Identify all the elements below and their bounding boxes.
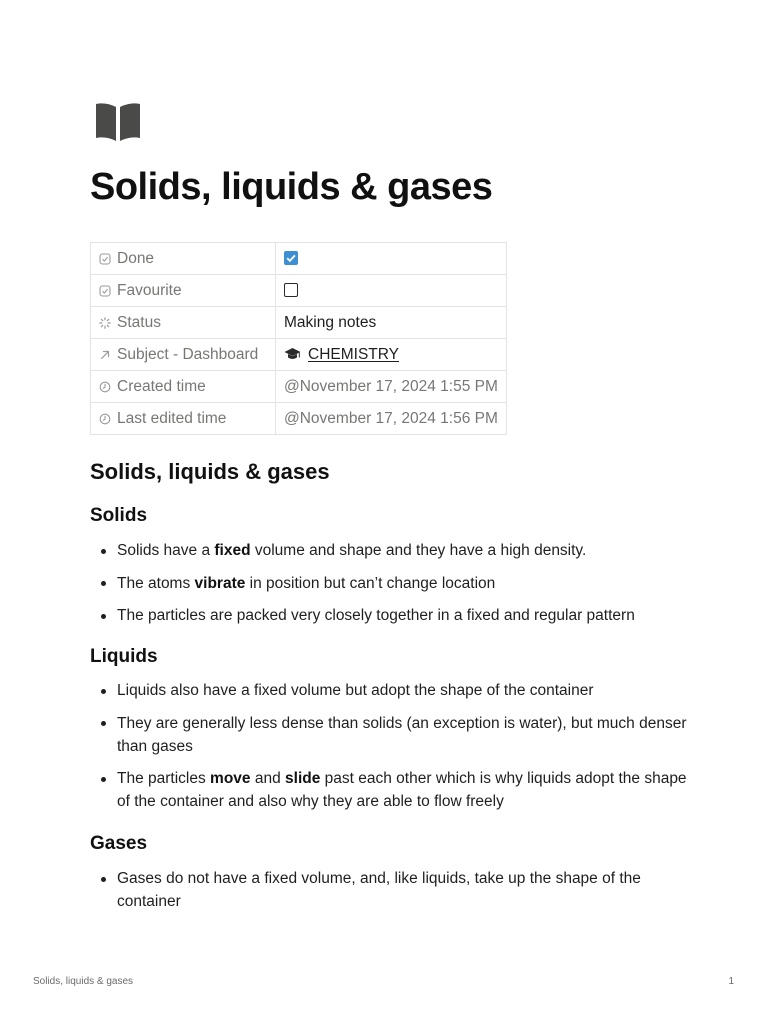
bold-text: vibrate [194, 574, 246, 592]
property-key-favourite [91, 275, 276, 307]
bold-text: move [210, 770, 251, 787]
bullet-text: Liquids also have a fixed volume but adopt the shape of the container [117, 682, 594, 699]
bullet-list-liquids [90, 679, 690, 823]
bullet-item [90, 572, 690, 595]
property-value-done [276, 243, 507, 275]
bullet-text: Gases do not have a fixed volume, and, like liquids, take up the shape of the container [117, 870, 641, 910]
property-value-favourite [276, 275, 507, 307]
bullet-text: The particles [117, 770, 211, 787]
properties-table [90, 242, 507, 435]
bullet-text: The particles are packed very closely together in a fixed and regular pattern [117, 607, 635, 624]
bullet-item [90, 712, 690, 758]
clock-icon [99, 413, 111, 425]
clock-icon [99, 381, 111, 393]
checkmark-icon [284, 251, 298, 265]
done-checkbox[interactable] [284, 251, 298, 265]
property-row-created-time [91, 371, 507, 403]
property-value-created-time [276, 371, 507, 403]
property-value-status[interactable] [276, 307, 507, 339]
bullet-item [90, 679, 690, 702]
bullet-text: volume and shape and they have a high density. [250, 542, 587, 559]
open-book-icon [94, 101, 142, 143]
status-value: Making notes [284, 313, 377, 331]
bold-text: fixed [214, 542, 251, 559]
property-key-created-time [91, 371, 276, 403]
property-row-last-edited-time [91, 403, 507, 435]
property-key-subject [91, 339, 276, 371]
subject-link[interactable]: CHEMISTRY [308, 345, 400, 363]
bullet-text: and [250, 770, 286, 787]
page-title: Solids, liquids & gases [90, 166, 493, 208]
section-heading-liquids: Liquids [90, 646, 158, 667]
section-heading-solids: Solids [90, 505, 148, 526]
created-time-value: @November 17, 2024 1:55 PM [284, 377, 498, 395]
relation-arrow-icon [99, 349, 111, 361]
status-icon [99, 317, 111, 329]
property-label: Created time [117, 377, 206, 395]
bullet-list-solids [90, 539, 690, 637]
bullet-item [90, 867, 690, 913]
property-label: Subject - Dashboard [117, 345, 259, 363]
checkbox-property-icon [99, 285, 111, 297]
bullet-text: in position but can’t change location [245, 574, 496, 592]
property-row-done [91, 243, 507, 275]
property-key-status [91, 307, 276, 339]
bullet-item [90, 539, 690, 562]
checkbox-property-icon [99, 253, 111, 265]
content-heading: Solids, liquids & gases [90, 459, 330, 484]
bullet-item [90, 604, 690, 627]
bullet-list-gases [90, 867, 690, 923]
property-value-subject [276, 339, 507, 371]
property-label: Favourite [117, 281, 182, 299]
property-label: Status [117, 313, 161, 331]
footer-title: Solids, liquids & gases [33, 976, 134, 987]
property-value-last-edited-time [276, 403, 507, 435]
property-row-subject [91, 339, 507, 371]
bullet-item [90, 767, 690, 813]
property-row-status [91, 307, 507, 339]
property-key-done [91, 243, 276, 275]
bullet-text: The atoms [117, 574, 195, 592]
property-row-favourite [91, 275, 507, 307]
bullet-text: Solids have a [117, 542, 215, 559]
section-heading-gases: Gases [90, 833, 148, 854]
graduation-cap-icon [284, 347, 301, 361]
favourite-checkbox[interactable] [284, 283, 298, 297]
property-key-last-edited-time [91, 403, 276, 435]
bold-text: slide [285, 770, 321, 787]
footer-page-number: 1 [728, 976, 734, 987]
bullet-text: They are generally less dense than solids (an exception is water), but much denser than gases [117, 714, 687, 755]
bullet-text: past each other which is why liquids adopt the shape of the container and also why they are able to flow freely [117, 770, 687, 810]
property-label: Done [117, 249, 155, 267]
property-label: Last edited time [117, 409, 227, 427]
last-edited-time-value: @November 17, 2024 1:56 PM [284, 409, 498, 427]
